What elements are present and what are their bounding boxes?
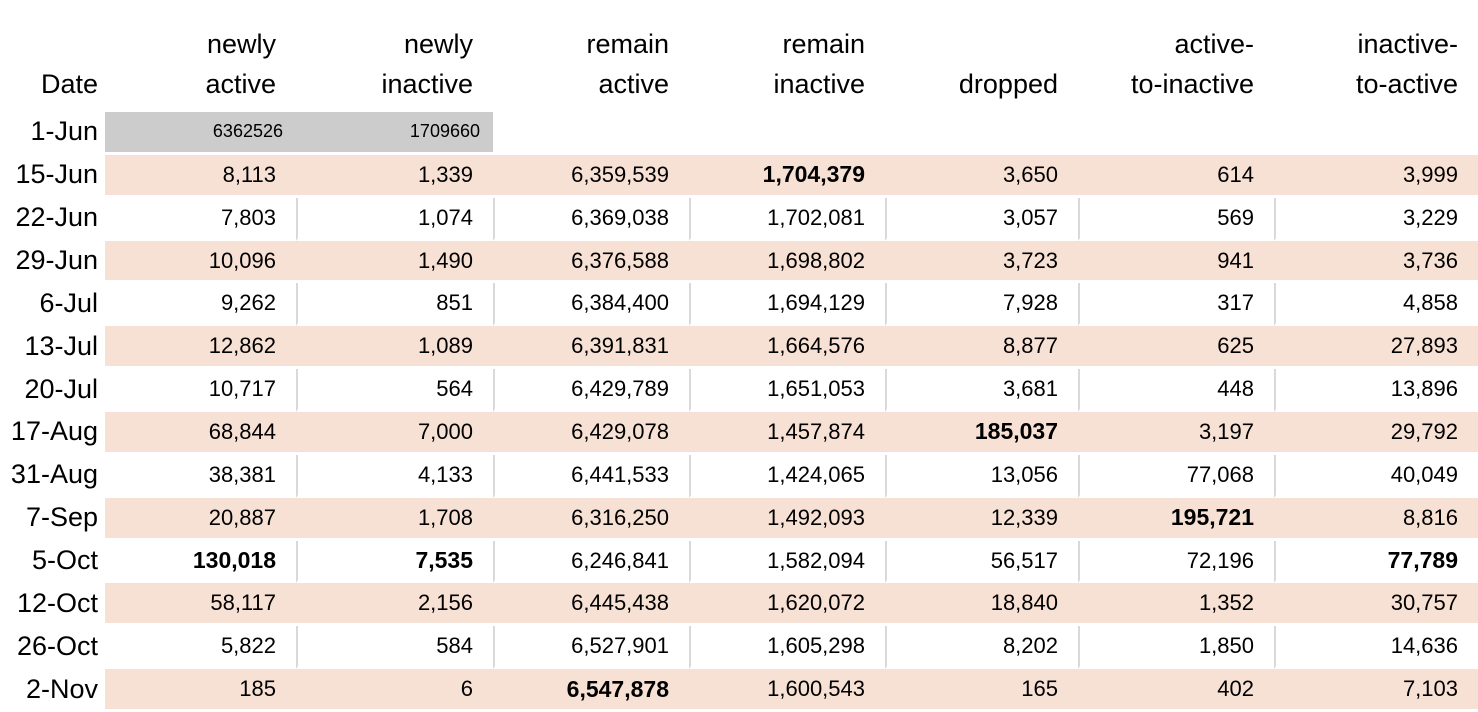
value-cell-active-to-inactive[interactable]: 195,721 [1078, 498, 1274, 541]
value-cell-inactive-to-active[interactable] [1274, 112, 1478, 155]
table-row-31-Aug [0, 455, 1478, 498]
value-cell-remain-inactive[interactable]: 1,651,053 [689, 369, 885, 412]
value-cell-newly-active[interactable]: 20,887 [105, 498, 296, 541]
table-row-29-Jun [0, 241, 1478, 284]
column-header-remain-active-line2: active [598, 69, 669, 100]
value-cell-newly-inactive[interactable]: 1709660 [296, 112, 493, 155]
table-row-7-Sep [0, 498, 1478, 541]
table-row-15-Jun [0, 155, 1478, 198]
value-cell-newly-inactive[interactable]: 851 [296, 283, 493, 326]
column-header-remain-active-line1: remain [586, 29, 669, 60]
value-cell-newly-inactive[interactable]: 564 [296, 369, 493, 412]
value-cell-active-to-inactive[interactable]: 941 [1078, 241, 1274, 284]
value-cell-inactive-to-active[interactable]: 13,896 [1274, 369, 1478, 412]
value-cell-dropped[interactable]: 165 [885, 669, 1078, 712]
value-cell-dropped[interactable]: 8,202 [885, 626, 1078, 669]
date-cell-2-Nov[interactable]: 2-Nov [0, 669, 105, 712]
table-row-22-Jun [0, 198, 1478, 241]
table-row-6-Jul [0, 283, 1478, 326]
date-cell-6-Jul[interactable]: 6-Jul [0, 283, 105, 326]
value-cell-dropped[interactable] [885, 112, 1078, 155]
column-header-remain-active[interactable] [493, 0, 689, 112]
value-cell-remain-active[interactable]: 6,369,038 [493, 198, 689, 241]
value-cell-remain-active[interactable]: 6,316,250 [493, 498, 689, 541]
value-cell-remain-active[interactable]: 6,429,078 [493, 412, 689, 455]
column-header-active-to-inactive-line2: to-inactive [1130, 69, 1254, 100]
value-cell-inactive-to-active[interactable]: 27,893 [1274, 326, 1478, 369]
value-cell-remain-inactive[interactable]: 1,600,543 [689, 669, 885, 712]
table-row-20-Jul [0, 369, 1478, 412]
value-cell-newly-active[interactable]: 12,862 [105, 326, 296, 369]
value-cell-inactive-to-active[interactable]: 29,792 [1274, 412, 1478, 455]
value-cell-dropped[interactable]: 13,056 [885, 455, 1078, 498]
value-cell-newly-active[interactable]: 68,844 [105, 412, 296, 455]
value-cell-remain-inactive[interactable]: 1,694,129 [689, 283, 885, 326]
value-cell-dropped[interactable]: 3,650 [885, 155, 1078, 198]
value-cell-dropped[interactable]: 7,928 [885, 283, 1078, 326]
value-cell-newly-inactive[interactable]: 1,074 [296, 198, 493, 241]
value-cell-dropped[interactable]: 8,877 [885, 326, 1078, 369]
column-header-remain-inactive-line2: inactive [773, 69, 865, 100]
value-cell-newly-active[interactable]: 185 [105, 669, 296, 712]
value-cell-remain-inactive[interactable]: 1,582,094 [689, 541, 885, 584]
value-cell-newly-inactive[interactable]: 7,000 [296, 412, 493, 455]
value-cell-newly-active[interactable]: 6362526 [105, 112, 296, 155]
date-cell-13-Jul[interactable]: 13-Jul [0, 326, 105, 369]
value-cell-active-to-inactive[interactable]: 1,850 [1078, 626, 1274, 669]
table-row-2-Nov [0, 669, 1478, 712]
date-cell-15-Jun[interactable]: 15-Jun [0, 155, 105, 198]
date-cell-29-Jun[interactable]: 29-Jun [0, 241, 105, 284]
value-cell-remain-inactive[interactable]: 1,492,093 [689, 498, 885, 541]
value-cell-inactive-to-active[interactable]: 3,229 [1274, 198, 1478, 241]
column-header-newly-inactive-line2: inactive [381, 69, 473, 100]
table-row-5-Oct [0, 541, 1478, 584]
value-cell-inactive-to-active[interactable]: 3,999 [1274, 155, 1478, 198]
value-cell-newly-inactive[interactable]: 2,156 [296, 583, 493, 626]
value-cell-inactive-to-active[interactable]: 8,816 [1274, 498, 1478, 541]
value-cell-remain-active[interactable]: 6,441,533 [493, 455, 689, 498]
value-cell-remain-inactive[interactable]: 1,704,379 [689, 155, 885, 198]
column-header-dropped-line2: dropped [958, 69, 1058, 100]
column-header-newly-inactive[interactable] [296, 0, 493, 112]
value-cell-dropped[interactable]: 3,723 [885, 241, 1078, 284]
value-cell-inactive-to-active[interactable]: 4,858 [1274, 283, 1478, 326]
value-cell-remain-active[interactable]: 6,547,878 [493, 669, 689, 712]
value-cell-newly-active[interactable]: 7,803 [105, 198, 296, 241]
value-cell-active-to-inactive[interactable]: 569 [1078, 198, 1274, 241]
value-cell-dropped[interactable]: 3,681 [885, 369, 1078, 412]
date-cell-26-Oct[interactable]: 26-Oct [0, 626, 105, 669]
column-header-date-line2: Date [40, 69, 98, 100]
value-cell-newly-active[interactable]: 58,117 [105, 583, 296, 626]
value-cell-remain-active[interactable]: 6,384,400 [493, 283, 689, 326]
value-cell-inactive-to-active[interactable]: 40,049 [1274, 455, 1478, 498]
header-row [0, 0, 1478, 112]
column-header-active-to-inactive-line1: active- [1174, 29, 1254, 60]
value-cell-remain-inactive[interactable]: 1,424,065 [689, 455, 885, 498]
value-cell-remain-active[interactable]: 6,527,901 [493, 626, 689, 669]
date-cell-7-Sep[interactable]: 7-Sep [0, 498, 105, 541]
column-header-newly-active-line1: newly [206, 29, 276, 60]
value-cell-newly-inactive[interactable]: 1,089 [296, 326, 493, 369]
column-header-active-to-inactive[interactable] [1078, 0, 1274, 112]
value-cell-inactive-to-active[interactable]: 14,636 [1274, 626, 1478, 669]
column-header-newly-active-line2: active [205, 69, 276, 100]
value-cell-newly-active[interactable]: 10,096 [105, 241, 296, 284]
column-header-date[interactable] [0, 0, 105, 112]
value-cell-remain-active[interactable]: 6,445,438 [493, 583, 689, 626]
table-row-13-Jul [0, 326, 1478, 369]
value-cell-remain-inactive[interactable] [689, 112, 885, 155]
value-cell-newly-active[interactable]: 130,018 [105, 541, 296, 584]
table-row-26-Oct [0, 626, 1478, 669]
value-cell-newly-inactive[interactable]: 7,535 [296, 541, 493, 584]
value-cell-active-to-inactive[interactable]: 3,197 [1078, 412, 1274, 455]
value-cell-active-to-inactive[interactable]: 448 [1078, 369, 1274, 412]
value-cell-newly-active[interactable]: 38,381 [105, 455, 296, 498]
table-body [0, 112, 1478, 712]
value-cell-remain-active[interactable]: 6,246,841 [493, 541, 689, 584]
value-cell-newly-inactive[interactable]: 1,490 [296, 241, 493, 284]
table-row-17-Aug [0, 412, 1478, 455]
value-cell-dropped[interactable]: 12,339 [885, 498, 1078, 541]
value-cell-remain-inactive[interactable]: 1,698,802 [689, 241, 885, 284]
table-row-12-Oct [0, 583, 1478, 626]
value-cell-dropped[interactable]: 185,037 [885, 412, 1078, 455]
value-cell-dropped[interactable]: 56,517 [885, 541, 1078, 584]
value-cell-newly-inactive[interactable]: 6 [296, 669, 493, 712]
date-cell-20-Jul[interactable]: 20-Jul [0, 369, 105, 412]
value-cell-inactive-to-active[interactable]: 77,789 [1274, 541, 1478, 584]
value-cell-remain-active[interactable]: 6,391,831 [493, 326, 689, 369]
value-cell-dropped[interactable]: 3,057 [885, 198, 1078, 241]
value-cell-active-to-inactive[interactable]: 625 [1078, 326, 1274, 369]
value-cell-active-to-inactive[interactable]: 72,196 [1078, 541, 1274, 584]
date-cell-31-Aug[interactable]: 31-Aug [0, 455, 105, 498]
column-header-inactive-to-active[interactable] [1274, 0, 1478, 112]
value-cell-remain-inactive[interactable]: 1,702,081 [689, 198, 885, 241]
value-cell-newly-active[interactable]: 9,262 [105, 283, 296, 326]
value-cell-remain-active[interactable]: 6,429,789 [493, 369, 689, 412]
value-cell-active-to-inactive[interactable]: 317 [1078, 283, 1274, 326]
date-cell-17-Aug[interactable]: 17-Aug [0, 412, 105, 455]
value-cell-active-to-inactive[interactable]: 614 [1078, 155, 1274, 198]
value-cell-inactive-to-active[interactable]: 30,757 [1274, 583, 1478, 626]
column-header-remain-inactive-line1: remain [782, 29, 865, 60]
value-cell-remain-active[interactable] [493, 112, 689, 155]
value-cell-newly-inactive[interactable]: 1,339 [296, 155, 493, 198]
date-cell-1-Jun[interactable]: 1-Jun [0, 112, 105, 155]
value-cell-remain-active[interactable]: 6,376,588 [493, 241, 689, 284]
value-cell-active-to-inactive[interactable]: 402 [1078, 669, 1274, 712]
value-cell-inactive-to-active[interactable]: 7,103 [1274, 669, 1478, 712]
value-cell-newly-active[interactable]: 5,822 [105, 626, 296, 669]
value-cell-newly-inactive[interactable]: 584 [296, 626, 493, 669]
column-header-newly-inactive-line1: newly [403, 29, 473, 60]
column-header-newly-active[interactable] [105, 0, 296, 112]
value-cell-newly-inactive[interactable]: 1,708 [296, 498, 493, 541]
value-cell-newly-active[interactable]: 10,717 [105, 369, 296, 412]
value-cell-remain-inactive[interactable]: 1,664,576 [689, 326, 885, 369]
column-header-inactive-to-active-line2: to-active [1355, 69, 1458, 100]
value-cell-remain-inactive[interactable]: 1,605,298 [689, 626, 885, 669]
value-cell-remain-inactive[interactable]: 1,457,874 [689, 412, 885, 455]
value-cell-active-to-inactive[interactable]: 1,352 [1078, 583, 1274, 626]
value-cell-active-to-inactive[interactable] [1078, 112, 1274, 155]
date-cell-22-Jun[interactable]: 22-Jun [0, 198, 105, 241]
value-cell-active-to-inactive[interactable]: 77,068 [1078, 455, 1274, 498]
column-header-inactive-to-active-line1: inactive- [1357, 29, 1458, 60]
value-cell-newly-inactive[interactable]: 4,133 [296, 455, 493, 498]
date-cell-12-Oct[interactable]: 12-Oct [0, 583, 105, 626]
value-cell-newly-active[interactable]: 8,113 [105, 155, 296, 198]
date-cell-5-Oct[interactable]: 5-Oct [0, 541, 105, 584]
column-header-remain-inactive[interactable] [689, 0, 885, 112]
value-cell-inactive-to-active[interactable]: 3,736 [1274, 241, 1478, 284]
value-cell-remain-inactive[interactable]: 1,620,072 [689, 583, 885, 626]
table-row-1-Jun [0, 112, 1478, 155]
value-cell-remain-active[interactable]: 6,359,539 [493, 155, 689, 198]
value-cell-dropped[interactable]: 18,840 [885, 583, 1078, 626]
column-header-dropped[interactable] [885, 0, 1078, 112]
